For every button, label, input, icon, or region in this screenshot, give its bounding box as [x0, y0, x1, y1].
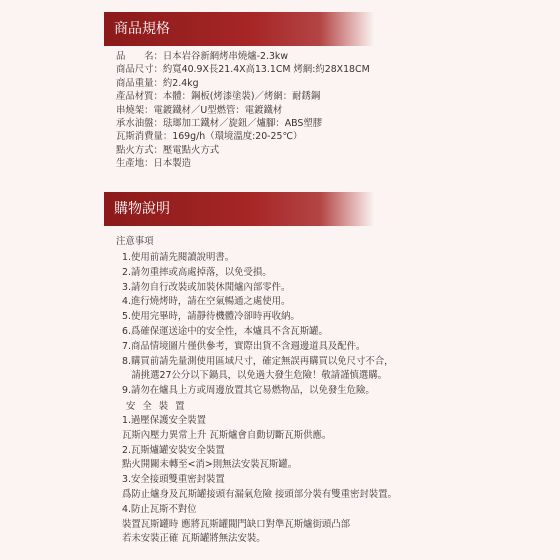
safety-line: 4.防止瓦斯不對位	[122, 503, 197, 515]
purchase-section-title: 購物說明	[114, 201, 170, 217]
safety-line: 若未安裝正確 瓦斯罐將無法安裝。	[122, 533, 266, 545]
safety-line: 爲防止爐身及瓦斯罐接頭有漏氣危險 接頭部分裝有雙重密封裝置。	[122, 488, 397, 500]
note-item: 7.商品情境圖片僅供參考，實際出貨不含週邊道具及配件。	[122, 340, 366, 352]
note-item: 3.請勿自行改裝或加裝休閒爐內部零件。	[122, 281, 291, 293]
spec-row-drip-tray: 承水油盤：琺瑯加工鐵材／旋鈕／爐腳：ABS塑膠	[116, 118, 323, 130]
safety-line: 點火開關未轉至<消>則無法安裝瓦斯罐。	[122, 459, 298, 471]
note-item: 5.使用完畢時，請靜待機體冷卻時再收納。	[122, 311, 300, 323]
note-item: 4.進行燒烤時，請在空氣暢通之處使用。	[122, 296, 291, 308]
spec-row-weight: 商品重量：約2.4kg	[116, 77, 199, 89]
spec-row-name: 品 名：日本岩谷新網烤串燒爐-2.3kw	[116, 51, 289, 62]
spec-section-title: 商品規格	[114, 21, 170, 37]
safety-line: 瓦斯內壓力異常上升 瓦斯爐會自動切斷瓦斯供應。	[122, 429, 332, 441]
spec-row-origin: 生產地：日本製造	[116, 158, 192, 170]
spec-row-ignition: 點火方式：壓電點火方式	[116, 144, 220, 156]
safety-line: 1.過壓保護安全裝置	[122, 414, 206, 426]
notice-title: 注意事項	[116, 236, 154, 247]
note-item: 8.購買前請先量測使用區域尺寸，確定無誤再購買以免尺寸不合，	[122, 355, 394, 367]
note-item: 2.請勿重摔或高處掉落，以免受損。	[122, 266, 272, 278]
note-item: 1.使用前請先閱讀說明書。	[122, 252, 235, 263]
note-item: 6.爲確保運送途中的安全性，本爐具不含瓦斯罐。	[122, 325, 328, 337]
safety-line: 裝置瓦斯罐時 應將瓦斯罐閥門缺口對準瓦斯爐街頭凸部	[122, 518, 350, 530]
safety-line: 2.瓦斯爐罐安裝安全裝置	[122, 444, 225, 456]
spec-section-header	[104, 12, 374, 46]
spec-row-skewer-rack: 串燒架：電鍍鐵材／U型燃管：電鍍鐵材	[116, 104, 283, 116]
spec-row-material: 產品材質：本體：鋼板(烤漆塗裝)／烤網：耐銹鋼	[116, 91, 321, 103]
spec-list	[116, 50, 546, 171]
spec-row-gas-consumption: 瓦斯消費量：169g/h（環境溫度:20-25℃）	[116, 131, 303, 143]
spec-row-size: 商品尺寸：約寬40.9X長21.4X高13.1CM 烤網:約28X18CM	[116, 64, 370, 76]
purchase-notes	[116, 235, 546, 547]
purchase-section-header	[104, 192, 374, 226]
note-item: 9.請勿在爐具上方或周邊放置其它易燃物品，以免發生危險。	[122, 385, 375, 397]
safety-line: 3.安全接頭雙重密封裝置	[122, 474, 225, 486]
safety-title: 安 全 裝 置	[126, 400, 187, 412]
note-item: 請挑選27公分以下鍋具，以免過大發生危險！敬請謹慎選購。	[122, 370, 388, 382]
